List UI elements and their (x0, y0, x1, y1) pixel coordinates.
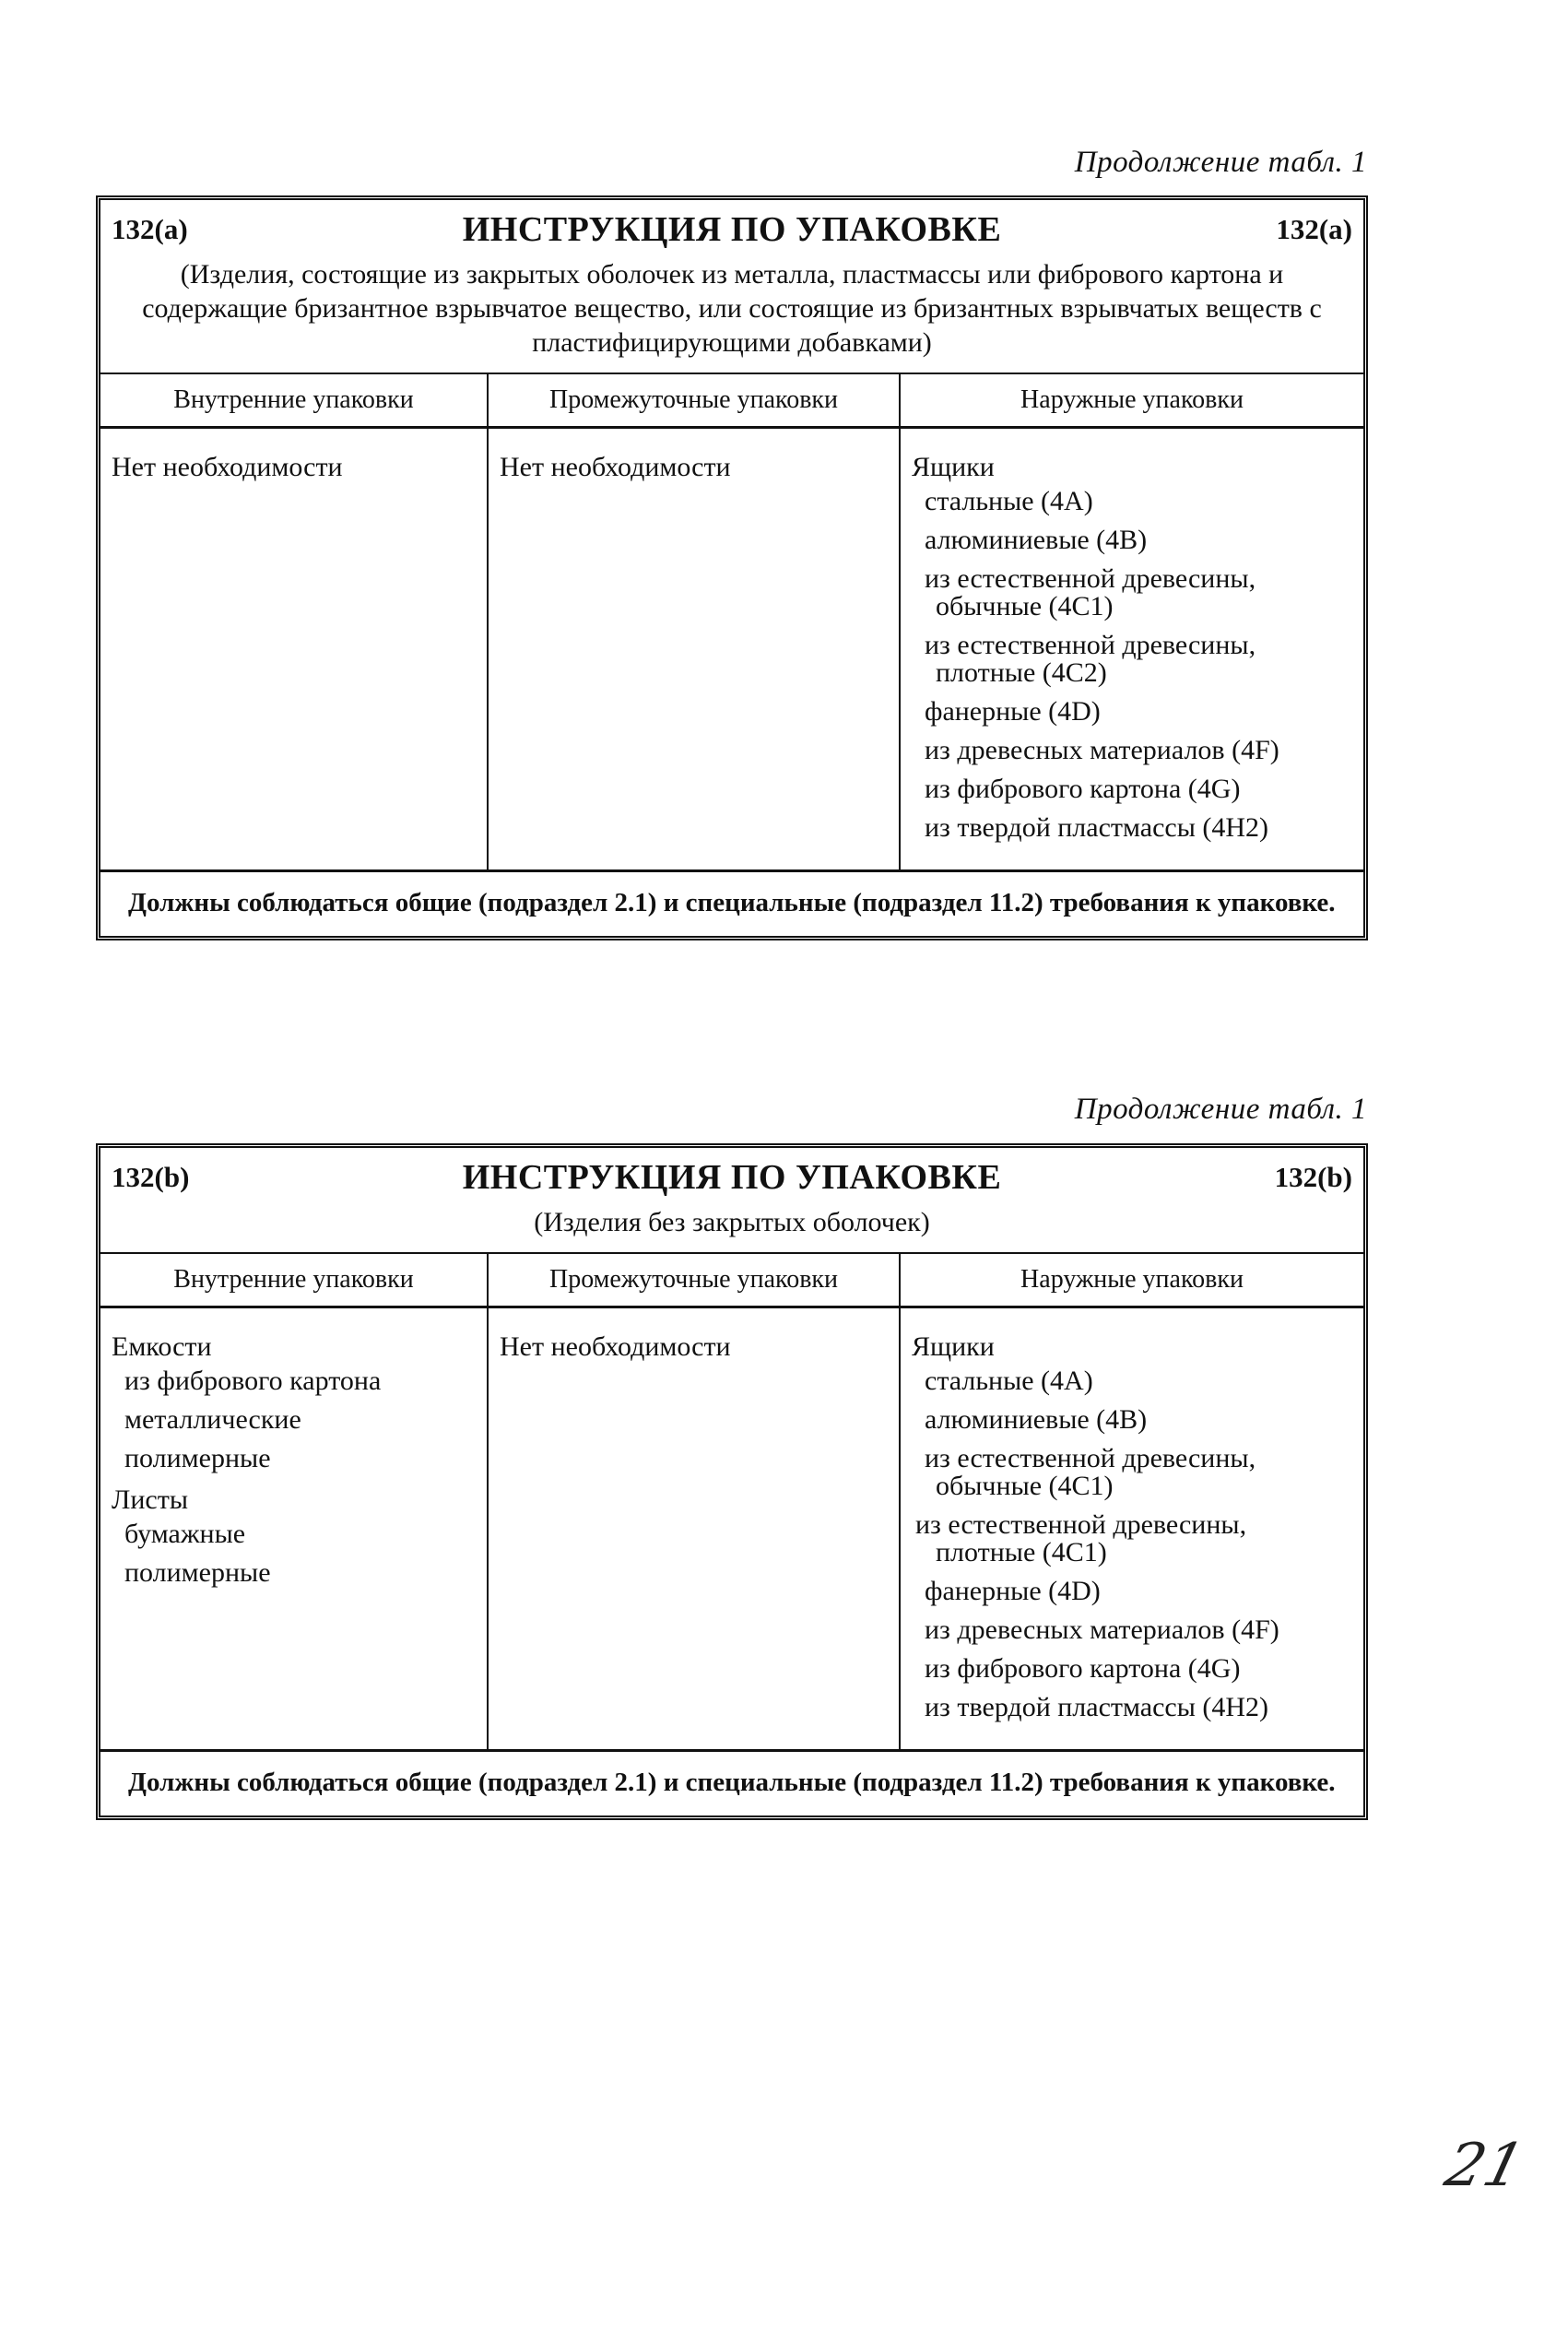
column-header-intermediate: Промежуточные упаковки (488, 374, 900, 428)
instruction-title: ИНСТРУКЦИЯ ПО УПАКОВКЕ (462, 1158, 1002, 1197)
table-header-row (100, 374, 1363, 428)
continuation-label: Продолжение табл. 1 (1074, 146, 1367, 179)
list-item: из древесных материалов (4F) (925, 1614, 1279, 1645)
inner-packaging-cell (100, 1307, 488, 1749)
list-item: из твердой пластмассы (4H2) (925, 1692, 1269, 1722)
list-item: из фибрового картона (124, 1366, 382, 1396)
requirements-note: Должны соблюдаться общие (подраздел 2.1) и специальные (подраздел 11.2) требования к упаковке. (100, 1749, 1363, 1816)
list-item: из естественной древесины, плотные (4C2) (925, 630, 1256, 688)
list-item: алюминиевые (4B) (925, 1404, 1148, 1435)
inner-group-label: Емкости (112, 1331, 212, 1362)
table-row (100, 428, 1363, 869)
packaging-table (100, 1254, 1363, 1749)
list-item: стальные (4A) (925, 1366, 1093, 1396)
list-item: бумажные (124, 1519, 246, 1549)
list-item: из древесных материалов (4F) (925, 735, 1279, 765)
list-item: стальные (4A) (925, 486, 1093, 516)
list-item: металлические (124, 1404, 301, 1435)
list-item: алюминиевые (4B) (925, 525, 1148, 555)
intermediate-packaging-value: Нет необходимости (500, 452, 731, 482)
outer-packaging-list (912, 488, 1363, 842)
column-header-inner: Внутренние упаковки (100, 374, 488, 428)
instruction-code-right: 132(a) (1276, 213, 1352, 245)
outer-packaging-cell (900, 1307, 1363, 1749)
handwritten-page-mark: 21 (1438, 2132, 1531, 2200)
instruction-header (100, 1148, 1363, 1254)
intermediate-packaging-value: Нет необходимости (500, 1331, 731, 1362)
column-header-outer: Наружные упаковки (900, 1254, 1363, 1307)
packing-instruction-132b (96, 1143, 1368, 1820)
table-row (100, 1307, 1363, 1749)
list-item: полимерные (124, 1557, 271, 1588)
column-header-inner: Внутренние упаковки (100, 1254, 488, 1307)
instruction-subtitle: (Изделия, состоящие из закрытых оболочек из металла, пластмассы или фибрового картона и содержащие бризантное взрывчатое вещество, или состоящие из бризантных взрывчатых веществ с пластифицирующими добавками) (142, 259, 1322, 358)
instruction-subtitle: (Изделия без закрытых оболочек) (534, 1207, 930, 1237)
outer-packaging-label: Ящики (912, 452, 995, 482)
instruction-code-left: 132(a) (112, 213, 188, 245)
list-item: из фибрового картона (4G) (925, 1653, 1241, 1684)
inner-packaging-cell (100, 428, 488, 869)
instruction-header (100, 200, 1363, 374)
continuation-label: Продолжение табл. 1 (1074, 1093, 1367, 1126)
list-item: из естественной древесины, обычные (4C1) (925, 1443, 1256, 1501)
intermediate-packaging-cell (488, 428, 900, 869)
outer-packaging-list (912, 1367, 1363, 1721)
instruction-code-right: 132(b) (1274, 1161, 1352, 1193)
list-item: фанерные (4D) (925, 1576, 1101, 1606)
inner-packaging-value: Нет необходимости (112, 452, 343, 482)
inner-group-label: Листы (112, 1484, 188, 1515)
outer-packaging-label: Ящики (912, 1331, 995, 1362)
list-item: фанерные (4D) (925, 696, 1101, 727)
instruction-title: ИНСТРУКЦИЯ ПО УПАКОВКЕ (462, 210, 1002, 249)
instruction-code-left: 132(b) (112, 1161, 190, 1193)
column-header-intermediate: Промежуточные упаковки (488, 1254, 900, 1307)
list-item: из естественной древесины, обычные (4C1) (925, 563, 1256, 621)
outer-packaging-cell (900, 428, 1363, 869)
packing-instruction-132a (96, 195, 1368, 940)
intermediate-packaging-cell (488, 1307, 900, 1749)
requirements-note: Должны соблюдаться общие (подраздел 2.1) и специальные (подраздел 11.2) требования к упаковке. (100, 869, 1363, 936)
table-header-row (100, 1254, 1363, 1307)
packaging-table (100, 374, 1363, 869)
list-item: из естественной древесины, плотные (4C1) (915, 1509, 1247, 1567)
list-item: из фибрового картона (4G) (925, 774, 1241, 804)
column-header-outer: Наружные упаковки (900, 374, 1363, 428)
list-item: полимерные (124, 1443, 271, 1473)
list-item: из твердой пластмассы (4H2) (925, 812, 1269, 843)
